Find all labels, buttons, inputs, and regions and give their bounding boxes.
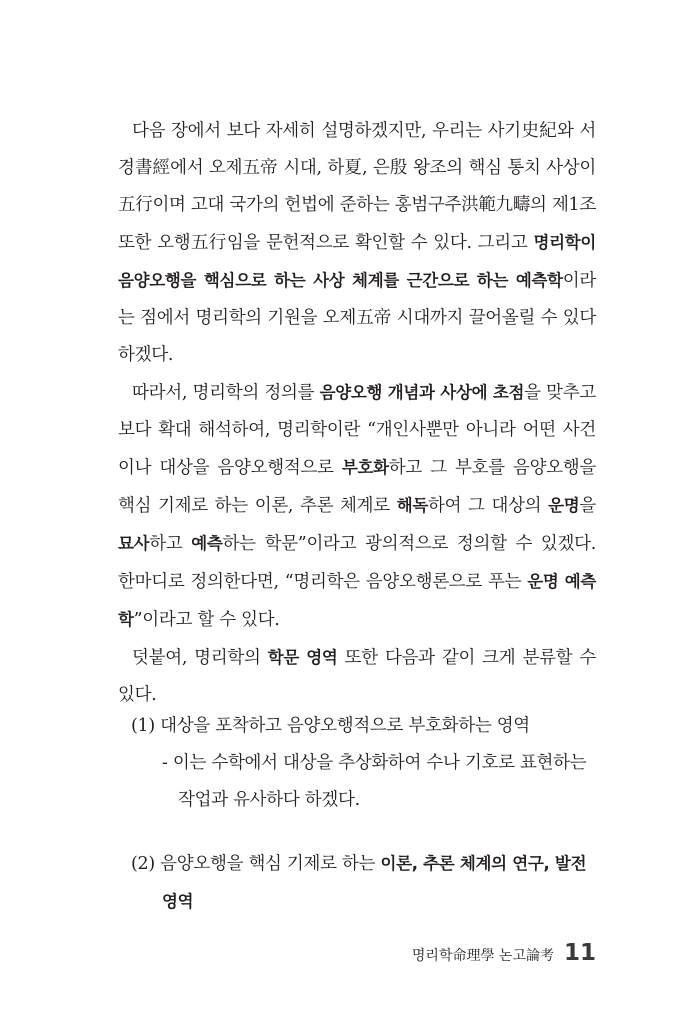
- study-areas-list: [118, 708, 598, 921]
- body-text: [118, 113, 596, 714]
- emphasis-text: 묘사: [118, 534, 150, 553]
- text-run: 이라는 점에서 명리학의 기원을 오제五帝 시대까지 끌어올릴 수 있다 하겠다.: [118, 271, 596, 365]
- list-item-1-sub: [118, 745, 598, 819]
- page-number: 11: [563, 940, 596, 966]
- list-item-2-bold: 이론, 추론 체계의 연구, 발전 영역: [162, 854, 587, 911]
- page-footer: [412, 940, 596, 966]
- paragraph-3: [118, 639, 596, 714]
- list-item-1-sub-text: - 이는 수학에서 대상을 추상화하여 수나 기호로 표현하는 작업과 유사하다 하겠다.: [162, 753, 587, 810]
- text-run: 덧붙여, 명리학의: [132, 648, 268, 668]
- text-run: 다음 장에서 보다 자세히 설명하겠지만, 우리는 사기史紀와 서경書經에서 오제五帝 시대, 하夏, 은殷 왕조의 핵심 통치 사상이 五行이며 고대 국가의 헌법에 준하는 홍범구주洪範九疇의 제1조 또한 오행五行임을 문헌적으로 확인할 수 있다. 그리고: [118, 121, 596, 253]
- text-run: 하여 그 대상의: [428, 496, 549, 516]
- text-run: 하고 그 부호를 음양오행을 핵심 기제로 하는 이론, 추론 체계로: [118, 458, 596, 516]
- emphasis-text: 해독: [396, 496, 428, 515]
- list-item-2-prefix: (2) 음양오행을 핵심 기제로 하는: [131, 854, 381, 874]
- emphasis-text: 명리학이 음양오행을 핵심으로 하는 사상 체계를 근간으로 하는 예측학: [118, 233, 596, 290]
- emphasis-text: 운명 예측학: [118, 572, 596, 629]
- text-run: 따라서, 명리학의 정의를: [132, 383, 320, 403]
- text-run: 을: [579, 496, 597, 516]
- paragraph-1: [118, 113, 596, 374]
- emphasis-text: 운명: [548, 496, 580, 515]
- list-item-1-text: (1) 대상을 포착하고 음양오행적으로 부호화하는 영역: [131, 716, 530, 736]
- text-run: 하고: [149, 534, 192, 554]
- list-item-2: [118, 845, 598, 921]
- running-title: 명리학命理學 논고論考: [411, 948, 554, 964]
- emphasis-text: 학문 영역: [267, 648, 338, 667]
- text-run: 하는 학문”이라고 광의적으로 정의할 수 있겠다. 한마디로 정의한다면, “명리학은 음양오행론으로 푸는: [118, 534, 596, 592]
- paragraph-2: [118, 374, 596, 639]
- text-run: 을 맞추고 보다 확대 해석하여, 명리학이란 “개인사뿐만 아니라 어떤 사건이나 대상을 음양오행적으로: [118, 383, 596, 478]
- list-item-1: [118, 708, 598, 745]
- emphasis-text: 부호화: [341, 458, 389, 477]
- emphasis-text: 음양오행 개념과 사상에 초점: [319, 383, 525, 402]
- text-run: ”이라고 할 수 있다.: [133, 610, 280, 630]
- emphasis-text: 예측: [191, 534, 223, 553]
- text-run: 또한 다음과 같이 크게 분류할 수 있다.: [118, 648, 596, 705]
